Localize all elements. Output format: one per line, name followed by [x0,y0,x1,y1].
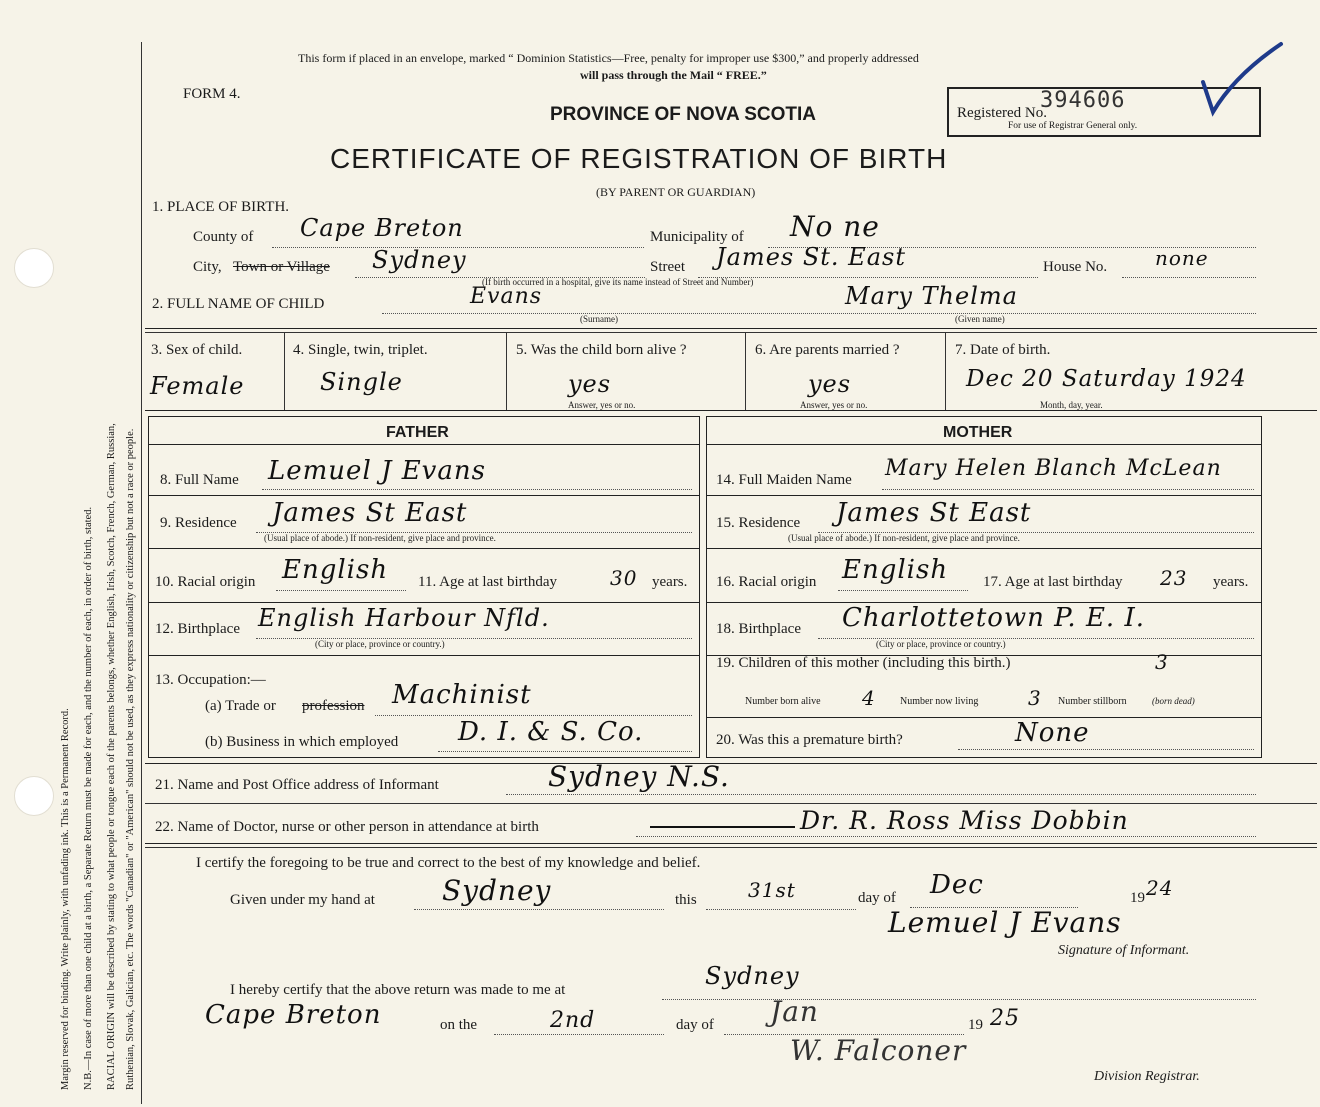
doctor-label: 22. Name of Doctor, nurse or other person in attendance at birth [155,819,539,835]
rule-bottom-1 [145,843,1317,844]
informant-signature: Lemuel J Evans [888,906,1122,939]
registrar-signature: W. Falconer [790,1034,967,1067]
dob-value: Dec 20 Saturday 1924 [966,366,1247,392]
rule-row3 [145,410,1317,411]
margin-note-racial-origin: RACIAL ORIGIN will be described by stating to what people or tongue each of the parents belongs, whether English, Irish, Scotch, French, German, Russian, [106,423,117,1090]
mail-notice-line1: This form if placed in an envelope, marked “ Dominion Statistics—Free, penalty for improper use $300,” and properly addressed [298,51,919,65]
born-alive-value: yes [568,370,612,398]
surname-caption: (Surname) [580,314,618,324]
form-number: FORM 4. [183,86,241,102]
registrar-place-value: Sydney [705,962,800,990]
registrar-place-line [662,999,1256,1000]
margin-note-multiple-births: N.B.—In case of more than one child at a birth, a Separate Return must be made for each, and the number of each, in order of birth, stated. [83,506,94,1090]
registrar-statement: I hereby certify that the above return was made to me at [230,982,566,998]
informant-signature-caption: Signature of Informant. [1058,943,1190,958]
place-of-birth-heading: 1. PLACE OF BIRTH. [152,199,290,215]
given-day-value: 31st [748,878,796,902]
street-value: James St. East [716,243,906,271]
given-day-of-label: day of [858,890,896,906]
col-rule-3 [745,332,746,410]
child-surname-value: Evans [470,284,543,309]
street-line [698,277,1038,278]
children-label: 19. Children of this mother (including this birth.) [716,655,1011,671]
father-name-line [262,489,692,490]
father-rule-4 [148,602,699,603]
trade-line [375,715,692,716]
binding-hole-top [14,248,54,288]
mother-birthplace-label: 18. Birthplace [716,621,801,637]
registrar-day-value: 2nd [550,1008,596,1033]
town-label-struck: Town or Village [233,259,330,275]
premature-line [958,749,1254,750]
now-living-label: Number now living [900,696,979,707]
parents-married-value: yes [808,370,852,398]
mother-age-years: years. [1213,574,1249,590]
informant-value: Sydney N.S. [548,760,730,793]
division-registrar-caption: Division Registrar. [1094,1069,1200,1084]
mother-name-line [882,489,1254,490]
rule-top-2 [145,332,1317,333]
registered-number: 394606 [1040,88,1126,113]
father-age-label: 11. Age at last birthday [418,574,557,590]
plurality-label: 4. Single, twin, triplet. [293,342,428,358]
registrar-year-prefix: 19 [968,1017,983,1033]
rule-21 [145,763,1317,764]
day-line [706,909,856,910]
mother-heading: MOTHER [943,424,1013,441]
mother-birthplace-value: Charlottetown P. E. I. [842,603,1145,633]
father-birthplace-value: English Harbour Nfld. [258,604,550,632]
mother-racial-label: 16. Racial origin [716,574,817,590]
certificate-title: CERTIFICATE OF REGISTRATION OF BIRTH [330,143,948,174]
mother-residence-label: 15. Residence [716,515,801,531]
father-birthplace-caption: (City or place, province or country.) [315,639,445,649]
registrar-county-value: Cape Breton [205,1000,382,1030]
father-rule-1 [148,444,699,445]
mother-age-value: 23 [1160,566,1188,590]
registrar-day-line [494,1034,664,1035]
certify-statement: I certify the foregoing to be true and correct to the best of my knowledge and belief. [196,855,701,871]
sex-value: Female [150,372,245,400]
registrar-month-value: Jan [770,995,819,1028]
registrar-year-value: 25 [990,1006,1020,1031]
mother-residence-caption: (Usual place of abode.) If non-resident, give place and province. [788,533,1020,543]
father-age-value: 30 [610,566,638,590]
father-racial-label: 10. Racial origin [155,574,256,590]
certificate-subtitle: (BY PARENT OR GUARDIAN) [596,185,756,199]
father-heading: FATHER [386,424,449,441]
born-alive-count-value: 4 [862,686,876,710]
rule-bottom-2 [145,847,1317,848]
house-line [1122,277,1256,278]
mother-rule-2 [706,495,1261,496]
county-label: County of [193,229,254,245]
street-label: Street [650,259,685,275]
mother-name-value: Mary Helen Blanch McLean [885,456,1222,481]
business-line [438,751,692,752]
mother-residence-value: James St East [836,498,1032,528]
rule-top [145,328,1317,329]
mother-birthplace-caption: (City or place, province or country.) [876,639,1006,649]
mother-rule-3 [706,548,1261,549]
father-age-years: years. [652,574,688,590]
given-place-value: Sydney [442,874,552,907]
municipality-label: Municipality of [650,229,744,245]
child-name-label: 2. FULL NAME OF CHILD [152,296,325,312]
stillborn-note: (born dead) [1152,696,1195,706]
business-label: (b) Business in which employed [205,734,399,750]
checkmark-icon [1195,40,1285,120]
plurality-value: Single [320,368,403,396]
business-value: D. I. & S. Co. [458,717,644,747]
registrar-note: For use of Registrar General only. [1008,121,1138,131]
hospital-note: (If birth occurred in a hospital, give its name instead of Street and Number) [482,277,754,287]
child-name-line [382,313,1256,314]
mother-rule-1 [706,444,1261,445]
children-value: 3 [1155,650,1169,674]
born-alive-label: 5. Was the child born alive ? [516,342,687,358]
informant-line [506,794,1256,795]
doctor-line [636,836,1256,837]
registrar-on-the-label: on the [440,1017,478,1033]
occupation-label: 13. Occupation:— [155,672,266,688]
mother-racial-line [838,590,968,591]
father-residence-caption: (Usual place of abode.) If non-resident, give place and province. [264,533,496,543]
registrar-day-of-label: day of [676,1017,714,1033]
born-alive-caption: Answer, yes or no. [568,400,636,410]
trade-value: Machinist [392,680,532,710]
binding-hole-bottom [14,776,54,816]
father-rule-3 [148,548,699,549]
parents-married-caption: Answer, yes or no. [800,400,868,410]
dob-caption: Month, day, year. [1040,400,1103,410]
given-caption: (Given name) [955,314,1005,324]
municipality-value: No ne [790,210,880,243]
this-label: this [675,892,697,908]
mail-notice-line2: will pass through the Mail “ FREE.” [580,68,767,82]
mother-name-label: 14. Full Maiden Name [716,472,852,488]
profession-label-struck: profession [302,698,365,714]
father-residence-label: 9. Residence [160,515,237,531]
registered-label: Registered No. [957,105,1047,121]
now-living-value: 3 [1028,686,1042,710]
premature-label: 20. Was this a premature birth? [716,732,903,748]
father-rule-2 [148,495,699,496]
father-birthplace-label: 12. Birthplace [155,621,240,637]
father-racial-line [276,590,406,591]
county-value: Cape Breton [300,214,464,242]
rule-22 [145,803,1317,804]
mother-racial-value: English [842,555,949,585]
mother-age-label: 17. Age at last birthday [983,574,1123,590]
father-name-value: Lemuel J Evans [268,456,486,486]
born-alive-count-label: Number born alive [745,696,821,707]
father-name-label: 8. Full Name [160,472,239,488]
col-rule-2 [506,332,507,410]
margin-rule [141,42,142,1104]
premature-value: None [1015,718,1090,748]
stillborn-label: Number stillborn [1058,696,1127,707]
margin-note-racial-origin-cont: Ruthenian, Slovak, Galician, etc. The words "Canadian" or "American" should not be used, as they express nationality or citizenship but not a race or people. [125,428,136,1090]
parents-married-label: 6. Are parents married ? [755,342,900,358]
given-year-value: 24 [1146,876,1174,900]
father-rule-5 [148,655,699,656]
given-year-prefix: 19 [1130,890,1145,906]
col-rule-1 [284,332,285,410]
informant-label: 21. Name and Post Office address of Informant [155,777,439,793]
house-label: House No. [1043,259,1108,275]
given-label: Given under my hand at [230,892,375,908]
child-given-value: Mary Thelma [845,282,1018,310]
mother-rule-6 [706,717,1261,718]
margin-note-binding: Margin reserved for binding. Write plainly, with unfading ink. This is a Permanent Record. [60,708,71,1090]
city-value: Sydney [372,246,467,274]
sex-label: 3. Sex of child. [151,342,243,358]
given-place-line [414,909,664,910]
doctor-value: Dr. R. Ross Miss Dobbin [800,806,1129,835]
province-title: PROVINCE OF NOVA SCOTIA [550,104,817,125]
father-residence-value: James St East [272,498,468,528]
house-value: none [1155,246,1209,270]
given-month-value: Dec [930,870,984,900]
doctor-struck-text [650,812,795,828]
trade-label: (a) Trade or [205,698,276,714]
col-rule-4 [945,332,946,410]
city-label: City, [193,259,222,275]
father-racial-value: English [282,555,389,585]
dob-label: 7. Date of birth. [955,342,1051,358]
